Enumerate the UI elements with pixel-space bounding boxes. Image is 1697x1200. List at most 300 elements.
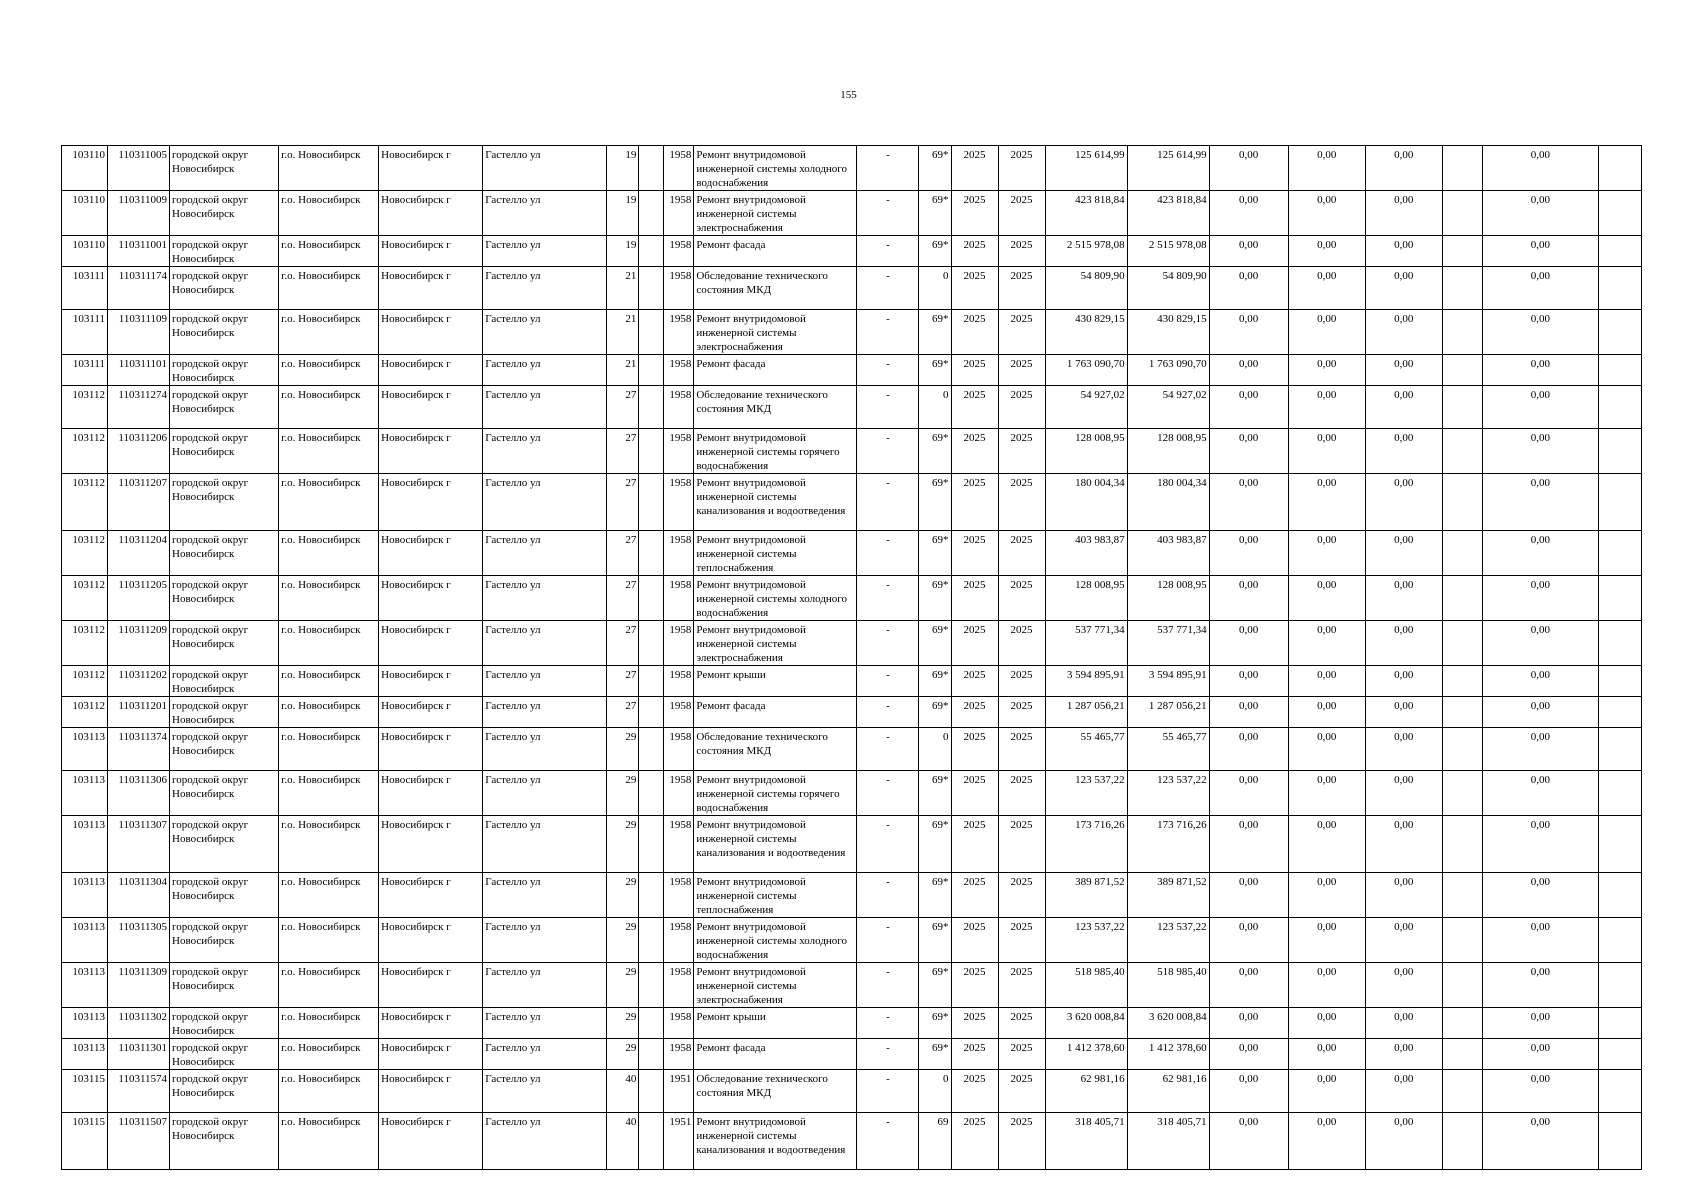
year-built-cell: 1958 <box>664 355 694 386</box>
local-cell: 0,00 <box>1365 728 1442 771</box>
year-built-cell: 1958 <box>664 310 694 355</box>
street-cell: Гастелло ул <box>483 474 607 531</box>
row-id-cell: 103110 <box>62 236 108 267</box>
owner-cell: 0,00 <box>1482 191 1598 236</box>
district-cell: г.о. Новосибирск <box>279 191 379 236</box>
house-number-cell: 40 <box>607 1113 639 1170</box>
fact-year-cell: 2025 <box>998 1070 1045 1113</box>
year-built-cell: 1958 <box>664 1039 694 1070</box>
fact-year-cell: 2025 <box>998 816 1045 873</box>
year-built-cell: 1958 <box>664 576 694 621</box>
fund-cost-cell: 3 620 008,84 <box>1127 1008 1209 1039</box>
regional-cell: 0,00 <box>1288 474 1365 531</box>
end-cell <box>1598 146 1641 191</box>
fact-year-cell: 2025 <box>998 697 1045 728</box>
fund-cost-cell: 1 412 378,60 <box>1127 1039 1209 1070</box>
federal-cell: 0,00 <box>1209 1008 1288 1039</box>
table-row <box>62 816 1642 873</box>
end-cell <box>1598 1039 1641 1070</box>
street-cell: Гастелло ул <box>483 355 607 386</box>
district-cell: г.о. Новосибирск <box>279 386 379 429</box>
wear-cell: 69 <box>919 1113 951 1170</box>
dash-cell: - <box>857 963 919 1008</box>
city-cell: Новосибирск г <box>379 771 483 816</box>
total-cost-cell: 128 008,95 <box>1045 576 1127 621</box>
work-id-cell: 110311202 <box>108 666 170 697</box>
work-type-cell: Ремонт внутридомовой инженерной системы теплоснабжения <box>694 873 857 918</box>
fund-cost-cell: 173 716,26 <box>1127 816 1209 873</box>
work-id-cell: 110311205 <box>108 576 170 621</box>
street-cell: Гастелло ул <box>483 386 607 429</box>
federal-cell: 0,00 <box>1209 146 1288 191</box>
house-number-cell: 29 <box>607 1039 639 1070</box>
local-cell: 0,00 <box>1365 429 1442 474</box>
owner-cell: 0,00 <box>1482 474 1598 531</box>
street-cell: Гастелло ул <box>483 146 607 191</box>
work-id-cell: 110311207 <box>108 474 170 531</box>
fact-year-cell: 2025 <box>998 1008 1045 1039</box>
municipality-cell: городской округ Новосибирск <box>170 429 279 474</box>
plan-year-cell: 2025 <box>951 1113 998 1170</box>
blank-cell <box>1442 816 1482 873</box>
owner-cell: 0,00 <box>1482 728 1598 771</box>
fund-cost-cell: 55 465,77 <box>1127 728 1209 771</box>
house-number-cell: 19 <box>607 146 639 191</box>
fund-cost-cell: 1 763 090,70 <box>1127 355 1209 386</box>
municipality-cell: городской округ Новосибирск <box>170 576 279 621</box>
table-row <box>62 386 1642 429</box>
work-type-cell: Ремонт внутридомовой инженерной системы канализования и водоотведения <box>694 816 857 873</box>
district-cell: г.о. Новосибирск <box>279 236 379 267</box>
municipality-cell: городской округ Новосибирск <box>170 1070 279 1113</box>
dash-cell: - <box>857 146 919 191</box>
house-number-cell: 27 <box>607 429 639 474</box>
municipality-cell: городской округ Новосибирск <box>170 267 279 310</box>
regional-cell: 0,00 <box>1288 576 1365 621</box>
building-cell <box>639 310 664 355</box>
total-cost-cell: 537 771,34 <box>1045 621 1127 666</box>
work-id-cell: 110311307 <box>108 816 170 873</box>
district-cell: г.о. Новосибирск <box>279 355 379 386</box>
dash-cell: - <box>857 697 919 728</box>
regional-cell: 0,00 <box>1288 963 1365 1008</box>
table-row <box>62 728 1642 771</box>
blank-cell <box>1442 1039 1482 1070</box>
wear-cell: 69* <box>919 1008 951 1039</box>
district-cell: г.о. Новосибирск <box>279 1008 379 1039</box>
dash-cell: - <box>857 666 919 697</box>
building-cell <box>639 963 664 1008</box>
district-cell: г.о. Новосибирск <box>279 666 379 697</box>
fact-year-cell: 2025 <box>998 429 1045 474</box>
year-built-cell: 1958 <box>664 236 694 267</box>
table-row <box>62 873 1642 918</box>
city-cell: Новосибирск г <box>379 918 483 963</box>
year-built-cell: 1958 <box>664 474 694 531</box>
regional-cell: 0,00 <box>1288 873 1365 918</box>
owner-cell: 0,00 <box>1482 1070 1598 1113</box>
plan-year-cell: 2025 <box>951 531 998 576</box>
row-id-cell: 103112 <box>62 386 108 429</box>
owner-cell: 0,00 <box>1482 873 1598 918</box>
street-cell: Гастелло ул <box>483 310 607 355</box>
total-cost-cell: 3 594 895,91 <box>1045 666 1127 697</box>
total-cost-cell: 423 818,84 <box>1045 191 1127 236</box>
district-cell: г.о. Новосибирск <box>279 429 379 474</box>
fund-cost-cell: 430 829,15 <box>1127 310 1209 355</box>
house-number-cell: 29 <box>607 918 639 963</box>
end-cell <box>1598 963 1641 1008</box>
city-cell: Новосибирск г <box>379 816 483 873</box>
regional-cell: 0,00 <box>1288 728 1365 771</box>
fund-cost-cell: 180 004,34 <box>1127 474 1209 531</box>
dash-cell: - <box>857 531 919 576</box>
federal-cell: 0,00 <box>1209 474 1288 531</box>
building-cell <box>639 474 664 531</box>
dash-cell: - <box>857 1070 919 1113</box>
row-id-cell: 103113 <box>62 816 108 873</box>
work-id-cell: 110311009 <box>108 191 170 236</box>
fund-cost-cell: 54 927,02 <box>1127 386 1209 429</box>
total-cost-cell: 125 614,99 <box>1045 146 1127 191</box>
work-type-cell: Ремонт крыши <box>694 1008 857 1039</box>
federal-cell: 0,00 <box>1209 429 1288 474</box>
fact-year-cell: 2025 <box>998 728 1045 771</box>
row-id-cell: 103115 <box>62 1070 108 1113</box>
plan-year-cell: 2025 <box>951 666 998 697</box>
work-id-cell: 110311304 <box>108 873 170 918</box>
district-cell: г.о. Новосибирск <box>279 267 379 310</box>
house-number-cell: 27 <box>607 697 639 728</box>
fact-year-cell: 2025 <box>998 576 1045 621</box>
owner-cell: 0,00 <box>1482 1113 1598 1170</box>
building-cell <box>639 386 664 429</box>
street-cell: Гастелло ул <box>483 1070 607 1113</box>
regional-cell: 0,00 <box>1288 771 1365 816</box>
fact-year-cell: 2025 <box>998 310 1045 355</box>
row-id-cell: 103111 <box>62 267 108 310</box>
municipality-cell: городской округ Новосибирск <box>170 474 279 531</box>
municipality-cell: городской округ Новосибирск <box>170 621 279 666</box>
regional-cell: 0,00 <box>1288 666 1365 697</box>
city-cell: Новосибирск г <box>379 531 483 576</box>
city-cell: Новосибирск г <box>379 576 483 621</box>
street-cell: Гастелло ул <box>483 728 607 771</box>
dash-cell: - <box>857 873 919 918</box>
federal-cell: 0,00 <box>1209 355 1288 386</box>
work-id-cell: 110311101 <box>108 355 170 386</box>
work-id-cell: 110311206 <box>108 429 170 474</box>
street-cell: Гастелло ул <box>483 873 607 918</box>
fund-cost-cell: 1 287 056,21 <box>1127 697 1209 728</box>
end-cell <box>1598 576 1641 621</box>
street-cell: Гастелло ул <box>483 1008 607 1039</box>
house-number-cell: 29 <box>607 963 639 1008</box>
house-number-cell: 27 <box>607 621 639 666</box>
building-cell <box>639 1070 664 1113</box>
year-built-cell: 1958 <box>664 771 694 816</box>
end-cell <box>1598 621 1641 666</box>
street-cell: Гастелло ул <box>483 531 607 576</box>
table-row <box>62 474 1642 531</box>
work-type-cell: Ремонт крыши <box>694 666 857 697</box>
dash-cell: - <box>857 310 919 355</box>
building-cell <box>639 429 664 474</box>
dash-cell: - <box>857 355 919 386</box>
municipality-cell: городской округ Новосибирск <box>170 873 279 918</box>
work-type-cell: Ремонт внутридомовой инженерной системы электроснабжения <box>694 191 857 236</box>
row-id-cell: 103112 <box>62 621 108 666</box>
page-number: 155 <box>840 89 857 101</box>
plan-year-cell: 2025 <box>951 1008 998 1039</box>
street-cell: Гастелло ул <box>483 236 607 267</box>
dash-cell: - <box>857 386 919 429</box>
fact-year-cell: 2025 <box>998 771 1045 816</box>
city-cell: Новосибирск г <box>379 386 483 429</box>
building-cell <box>639 771 664 816</box>
fact-year-cell: 2025 <box>998 386 1045 429</box>
owner-cell: 0,00 <box>1482 816 1598 873</box>
work-id-cell: 110311301 <box>108 1039 170 1070</box>
wear-cell: 69* <box>919 918 951 963</box>
local-cell: 0,00 <box>1365 918 1442 963</box>
district-cell: г.о. Новосибирск <box>279 963 379 1008</box>
street-cell: Гастелло ул <box>483 963 607 1008</box>
capital-repair-register-table <box>61 145 1642 1170</box>
building-cell <box>639 146 664 191</box>
local-cell: 0,00 <box>1365 576 1442 621</box>
blank-cell <box>1442 666 1482 697</box>
building-cell <box>639 576 664 621</box>
fact-year-cell: 2025 <box>998 621 1045 666</box>
fund-cost-cell: 123 537,22 <box>1127 771 1209 816</box>
total-cost-cell: 518 985,40 <box>1045 963 1127 1008</box>
local-cell: 0,00 <box>1365 1113 1442 1170</box>
wear-cell: 69* <box>919 621 951 666</box>
blank-cell <box>1442 429 1482 474</box>
blank-cell <box>1442 386 1482 429</box>
table-row <box>62 267 1642 310</box>
work-id-cell: 110311302 <box>108 1008 170 1039</box>
owner-cell: 0,00 <box>1482 386 1598 429</box>
end-cell <box>1598 236 1641 267</box>
building-cell <box>639 1039 664 1070</box>
table-row <box>62 621 1642 666</box>
city-cell: Новосибирск г <box>379 666 483 697</box>
row-id-cell: 103113 <box>62 918 108 963</box>
local-cell: 0,00 <box>1365 1039 1442 1070</box>
dash-cell: - <box>857 236 919 267</box>
local-cell: 0,00 <box>1365 191 1442 236</box>
fund-cost-cell: 3 594 895,91 <box>1127 666 1209 697</box>
row-id-cell: 103115 <box>62 1113 108 1170</box>
building-cell <box>639 1113 664 1170</box>
building-cell <box>639 918 664 963</box>
work-id-cell: 110311001 <box>108 236 170 267</box>
table-row <box>62 1039 1642 1070</box>
regional-cell: 0,00 <box>1288 146 1365 191</box>
year-built-cell: 1958 <box>664 386 694 429</box>
end-cell <box>1598 1070 1641 1113</box>
table-row <box>62 236 1642 267</box>
regional-cell: 0,00 <box>1288 1113 1365 1170</box>
work-type-cell: Обследование технического состояния МКД <box>694 728 857 771</box>
district-cell: г.о. Новосибирск <box>279 697 379 728</box>
regional-cell: 0,00 <box>1288 918 1365 963</box>
total-cost-cell: 403 983,87 <box>1045 531 1127 576</box>
wear-cell: 69* <box>919 146 951 191</box>
row-id-cell: 103113 <box>62 728 108 771</box>
plan-year-cell: 2025 <box>951 576 998 621</box>
end-cell <box>1598 918 1641 963</box>
municipality-cell: городской округ Новосибирск <box>170 310 279 355</box>
dash-cell: - <box>857 1039 919 1070</box>
blank-cell <box>1442 728 1482 771</box>
blank-cell <box>1442 1113 1482 1170</box>
table-row <box>62 666 1642 697</box>
work-type-cell: Ремонт внутридомовой инженерной системы электроснабжения <box>694 963 857 1008</box>
year-built-cell: 1958 <box>664 1008 694 1039</box>
year-built-cell: 1958 <box>664 621 694 666</box>
federal-cell: 0,00 <box>1209 191 1288 236</box>
federal-cell: 0,00 <box>1209 873 1288 918</box>
fund-cost-cell: 518 985,40 <box>1127 963 1209 1008</box>
city-cell: Новосибирск г <box>379 963 483 1008</box>
wear-cell: 69* <box>919 191 951 236</box>
municipality-cell: городской округ Новосибирск <box>170 816 279 873</box>
table-row <box>62 191 1642 236</box>
work-id-cell: 110311305 <box>108 918 170 963</box>
municipality-cell: городской округ Новосибирск <box>170 386 279 429</box>
dash-cell: - <box>857 728 919 771</box>
local-cell: 0,00 <box>1365 771 1442 816</box>
fact-year-cell: 2025 <box>998 236 1045 267</box>
blank-cell <box>1442 355 1482 386</box>
regional-cell: 0,00 <box>1288 267 1365 310</box>
work-type-cell: Обследование технического состояния МКД <box>694 1070 857 1113</box>
table-row <box>62 771 1642 816</box>
city-cell: Новосибирск г <box>379 310 483 355</box>
city-cell: Новосибирск г <box>379 697 483 728</box>
fact-year-cell: 2025 <box>998 963 1045 1008</box>
municipality-cell: городской округ Новосибирск <box>170 1113 279 1170</box>
table-row <box>62 576 1642 621</box>
total-cost-cell: 1 412 378,60 <box>1045 1039 1127 1070</box>
city-cell: Новосибирск г <box>379 621 483 666</box>
municipality-cell: городской округ Новосибирск <box>170 697 279 728</box>
city-cell: Новосибирск г <box>379 1008 483 1039</box>
municipality-cell: городской округ Новосибирск <box>170 531 279 576</box>
local-cell: 0,00 <box>1365 267 1442 310</box>
work-type-cell: Ремонт внутридомовой инженерной системы горячего водоснабжения <box>694 771 857 816</box>
local-cell: 0,00 <box>1365 1008 1442 1039</box>
plan-year-cell: 2025 <box>951 474 998 531</box>
local-cell: 0,00 <box>1365 310 1442 355</box>
plan-year-cell: 2025 <box>951 918 998 963</box>
district-cell: г.о. Новосибирск <box>279 771 379 816</box>
blank-cell <box>1442 146 1482 191</box>
building-cell <box>639 728 664 771</box>
city-cell: Новосибирск г <box>379 1113 483 1170</box>
federal-cell: 0,00 <box>1209 918 1288 963</box>
municipality-cell: городской округ Новосибирск <box>170 728 279 771</box>
building-cell <box>639 621 664 666</box>
district-cell: г.о. Новосибирск <box>279 1039 379 1070</box>
end-cell <box>1598 728 1641 771</box>
owner-cell: 0,00 <box>1482 771 1598 816</box>
wear-cell: 69* <box>919 531 951 576</box>
owner-cell: 0,00 <box>1482 1008 1598 1039</box>
wear-cell: 69* <box>919 429 951 474</box>
table-row <box>62 1008 1642 1039</box>
wear-cell: 69* <box>919 355 951 386</box>
end-cell <box>1598 697 1641 728</box>
row-id-cell: 103112 <box>62 474 108 531</box>
district-cell: г.о. Новосибирск <box>279 621 379 666</box>
total-cost-cell: 430 829,15 <box>1045 310 1127 355</box>
plan-year-cell: 2025 <box>951 1070 998 1113</box>
house-number-cell: 21 <box>607 310 639 355</box>
work-type-cell: Ремонт фасада <box>694 1039 857 1070</box>
work-type-cell: Ремонт внутридомовой инженерной системы электроснабжения <box>694 621 857 666</box>
local-cell: 0,00 <box>1365 697 1442 728</box>
end-cell <box>1598 267 1641 310</box>
dash-cell: - <box>857 576 919 621</box>
total-cost-cell: 128 008,95 <box>1045 429 1127 474</box>
local-cell: 0,00 <box>1365 963 1442 1008</box>
wear-cell: 69* <box>919 310 951 355</box>
dash-cell: - <box>857 1113 919 1170</box>
fact-year-cell: 2025 <box>998 531 1045 576</box>
wear-cell: 69* <box>919 666 951 697</box>
district-cell: г.о. Новосибирск <box>279 816 379 873</box>
total-cost-cell: 318 405,71 <box>1045 1113 1127 1170</box>
building-cell <box>639 531 664 576</box>
blank-cell <box>1442 191 1482 236</box>
municipality-cell: городской округ Новосибирск <box>170 771 279 816</box>
fund-cost-cell: 128 008,95 <box>1127 576 1209 621</box>
fact-year-cell: 2025 <box>998 267 1045 310</box>
total-cost-cell: 54 927,02 <box>1045 386 1127 429</box>
local-cell: 0,00 <box>1365 621 1442 666</box>
plan-year-cell: 2025 <box>951 267 998 310</box>
dash-cell: - <box>857 816 919 873</box>
district-cell: г.о. Новосибирск <box>279 531 379 576</box>
building-cell <box>639 191 664 236</box>
district-cell: г.о. Новосибирск <box>279 918 379 963</box>
regional-cell: 0,00 <box>1288 386 1365 429</box>
plan-year-cell: 2025 <box>951 728 998 771</box>
work-id-cell: 110311274 <box>108 386 170 429</box>
table-row <box>62 963 1642 1008</box>
house-number-cell: 40 <box>607 1070 639 1113</box>
regional-cell: 0,00 <box>1288 621 1365 666</box>
fact-year-cell: 2025 <box>998 873 1045 918</box>
municipality-cell: городской округ Новосибирск <box>170 1008 279 1039</box>
regional-cell: 0,00 <box>1288 1039 1365 1070</box>
house-number-cell: 19 <box>607 191 639 236</box>
city-cell: Новосибирск г <box>379 191 483 236</box>
street-cell: Гастелло ул <box>483 697 607 728</box>
dash-cell: - <box>857 191 919 236</box>
district-cell: г.о. Новосибирск <box>279 474 379 531</box>
city-cell: Новосибирск г <box>379 267 483 310</box>
federal-cell: 0,00 <box>1209 1039 1288 1070</box>
fund-cost-cell: 537 771,34 <box>1127 621 1209 666</box>
total-cost-cell: 1 763 090,70 <box>1045 355 1127 386</box>
work-type-cell: Обследование технического состояния МКД <box>694 386 857 429</box>
local-cell: 0,00 <box>1365 531 1442 576</box>
